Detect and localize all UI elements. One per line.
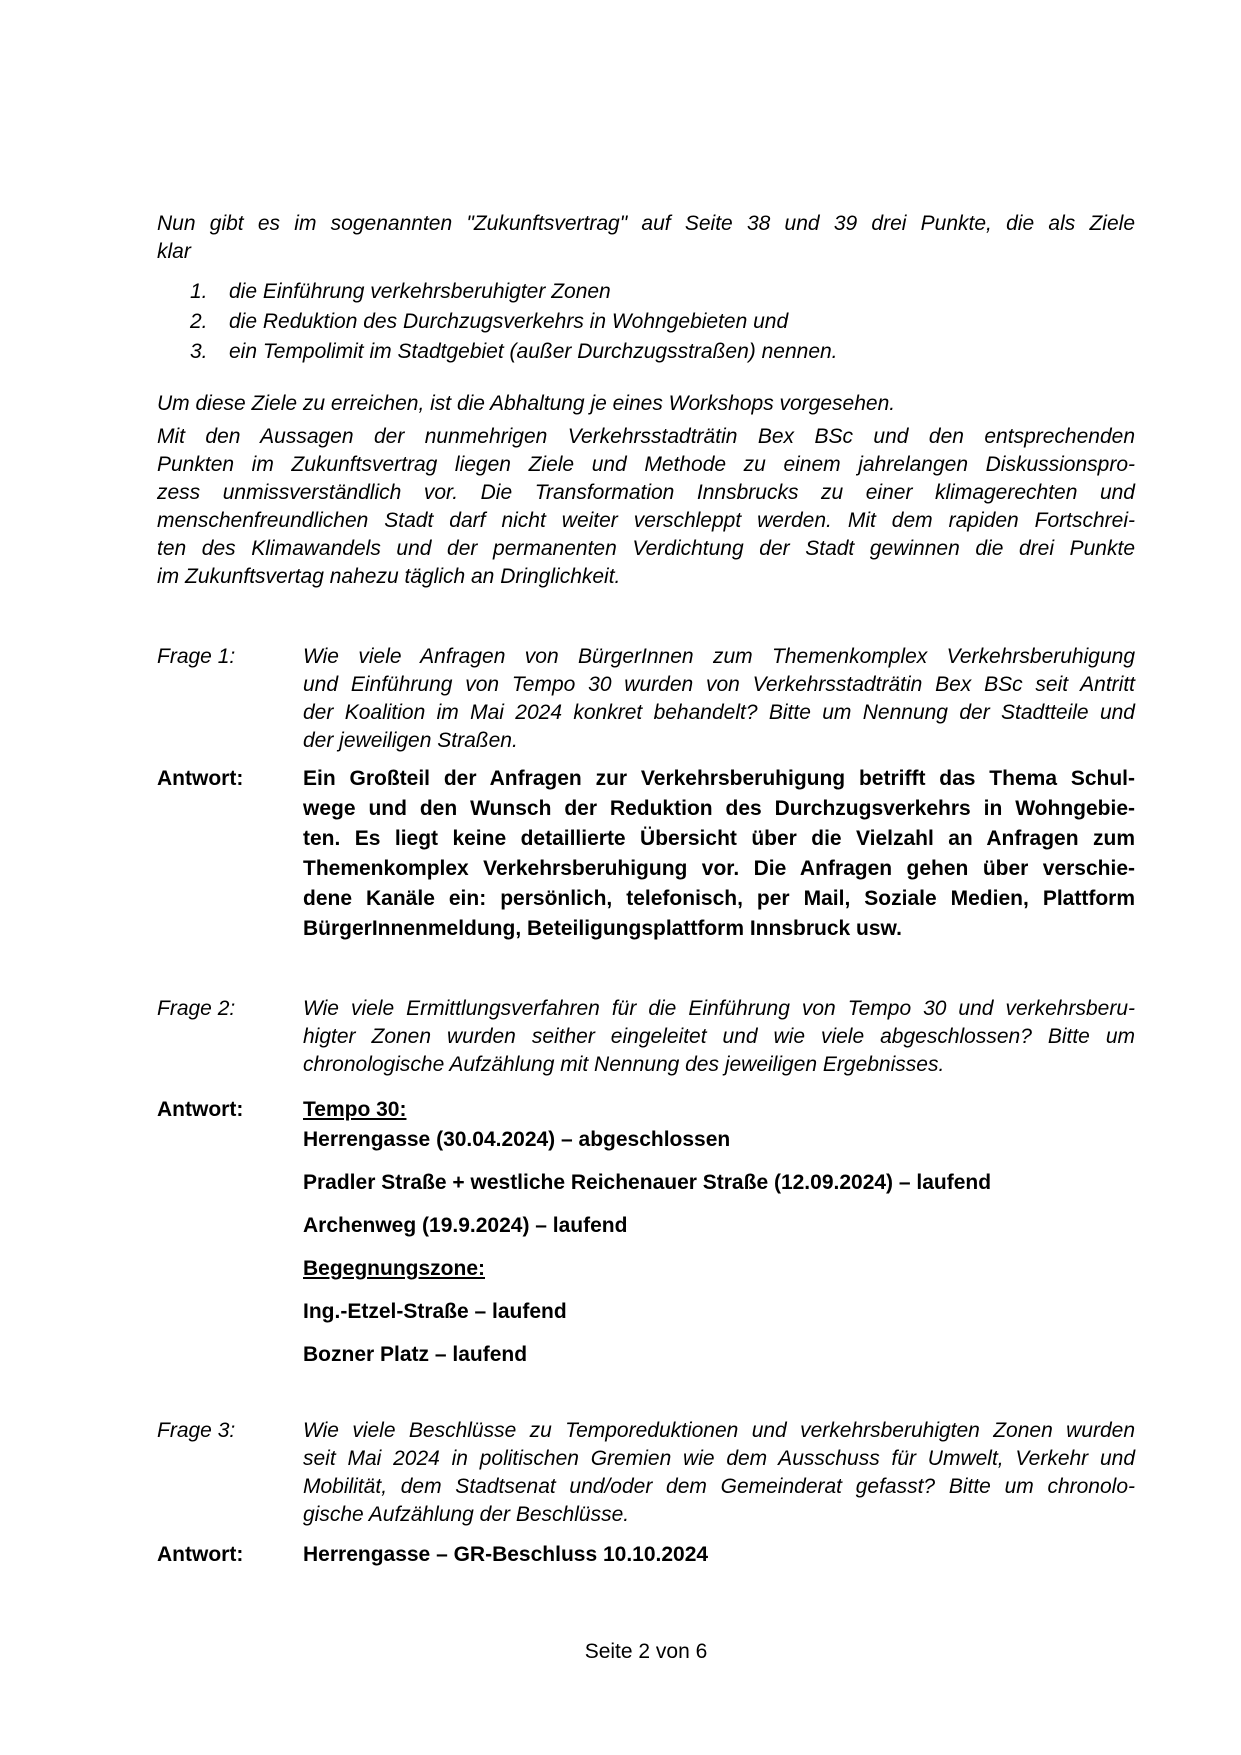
list-item-number: 1. (190, 280, 208, 303)
intro-paragraph-1 (157, 210, 1135, 266)
text-line: Wie viele Beschlüsse zu Temporeduktionen und verkehrsberuhigten Zonen wurden (303, 1419, 1135, 1442)
question-3-label: Frage 3: (157, 1419, 236, 1442)
answer-entry: Herrengasse (30.04.2024) – abgeschlossen (303, 1128, 731, 1151)
list-item (190, 337, 1135, 367)
intro-paragraph-3 (157, 423, 1135, 591)
answer-1-text (303, 764, 1135, 944)
text-line: klar (157, 240, 191, 263)
text-line: higter Zonen wurden seither eingeleitet und wie viele abgeschlossen? Bitte um (303, 1025, 1135, 1048)
answer-1-row (157, 764, 1135, 944)
goals-list (190, 277, 1135, 367)
text-line: BürgerInnenmeldung, Beteiligungsplattform Innsbruck usw. (303, 917, 902, 940)
list-item-number: 3. (190, 340, 208, 363)
answer-entry: Archenweg (19.9.2024) – laufend (303, 1214, 628, 1237)
text-line: menschenfreundlichen Stadt darf nicht weiter verschleppt werden. Mit dem rapiden Fortschrei- (157, 509, 1135, 532)
question-3-row (157, 1417, 1135, 1529)
intro-paragraph-2: Um diese Ziele zu erreichen, ist die Abhaltung je eines Workshops vorgesehen. (157, 392, 896, 415)
text-line: wege und den Wunsch der Reduktion des Durchzugsverkehrs in Wohngebie- (303, 797, 1135, 820)
text-line: Herrengasse – GR-Beschluss 10.10.2024 (303, 1543, 709, 1566)
answer-3-row (157, 1540, 1135, 1570)
question-1-label: Frage 1: (157, 645, 236, 668)
answer-1-label: Antwort: (157, 767, 244, 790)
text-line: der Koalition im Mai 2024 konkret behandelt? Bitte um Nennung der Stadtteile und (303, 701, 1135, 724)
text-line: Wie viele Anfragen von BürgerInnen zum Themenkomplex Verkehrsberuhigung (303, 645, 1135, 668)
answer-heading: Tempo 30: (303, 1098, 407, 1121)
question-2-text (303, 995, 1135, 1079)
text-line: gische Aufzählung der Beschlüsse. (303, 1503, 630, 1526)
list-item-text: die Einführung verkehrsberuhigter Zonen (229, 280, 611, 303)
list-item (190, 307, 1135, 337)
footer-page-number: Seite 2 von 6 (584, 1640, 708, 1663)
answer-entry: Pradler Straße + westliche Reichenauer Straße (12.09.2024) – laufend (303, 1171, 992, 1194)
answer-3-text (303, 1540, 1135, 1570)
answer-2-label: Antwort: (157, 1098, 244, 1121)
text-line: Nun gibt es im sogenannten "Zukunftsvertrag" auf Seite 38 und 39 drei Punkte, die als Ziele (157, 212, 1135, 235)
text-line: seit Mai 2024 in politischen Gremien wie dem Ausschuss für Umwelt, Verkehr und (303, 1447, 1135, 1470)
answer-3-label: Antwort: (157, 1543, 244, 1566)
text-line: und Einführung von Tempo 30 wurden von Verkehrsstadträtin Bex BSc seit Antritt (303, 673, 1135, 696)
question-3-text (303, 1417, 1135, 1529)
list-item-number: 2. (190, 310, 208, 333)
question-2-row (157, 995, 1135, 1079)
text-line: Wie viele Ermittlungsverfahren für die Einführung von Tempo 30 und verkehrsberu- (303, 997, 1135, 1020)
answer-entry: Ing.-Etzel-Straße – laufend (303, 1300, 567, 1323)
text-line: ten. Es liegt keine detaillierte Übersicht über die Vielzahl an Anfragen zum (303, 827, 1135, 850)
text-line: im Zukunftsvertag nahezu täglich an Dringlichkeit. (157, 565, 621, 588)
document-body (157, 210, 1135, 1666)
text-line: Ein Großteil der Anfragen zur Verkehrsberuhigung betrifft das Thema Schul- (303, 767, 1135, 790)
answer-entry: Bozner Platz – laufend (303, 1343, 528, 1366)
question-1-text (303, 643, 1135, 755)
text-line: chronologische Aufzählung mit Nennung des jeweiligen Ergebnisses. (303, 1053, 945, 1076)
list-item-text: ein Tempolimit im Stadtgebiet (außer Durchzugsstraßen) nennen. (229, 340, 838, 363)
text-line: zess unmissverständlich vor. Die Transformation Innsbrucks zu einer klimagerechten und (157, 481, 1135, 504)
text-line: Themenkomplex Verkehrsberuhigung vor. Die Anfragen gehen über verschie- (303, 857, 1135, 880)
text-line: dene Kanäle ein: persönlich, telefonisch, per Mail, Soziale Medien, Plattform (303, 887, 1135, 910)
text-line: Mobilität, dem Stadtsenat und/oder dem Gemeinderat gefasst? Bitte um chronolo- (303, 1475, 1135, 1498)
text-line: der jeweiligen Straßen. (303, 729, 518, 752)
answer-heading: Begegnungszone: (303, 1257, 485, 1280)
answer-2-row (157, 1095, 1135, 1370)
text-line: ten des Klimawandels und der permanenten Verdichtung der Stadt gewinnen die drei Punkte (157, 537, 1135, 560)
text-line: Punkten im Zukunftsvertrag liegen Ziele und Methode zu einem jahrelangen Diskussionspro- (157, 453, 1135, 476)
list-item-text: die Reduktion des Durchzugsverkehrs in Wohngebieten und (229, 310, 789, 333)
question-1-row (157, 643, 1135, 755)
list-item (190, 277, 1135, 307)
text-line: Mit den Aussagen der nunmehrigen Verkehrsstadträtin Bex BSc und den entsprechenden (157, 425, 1135, 448)
answer-2-text (303, 1095, 1135, 1370)
question-2-label: Frage 2: (157, 997, 236, 1020)
